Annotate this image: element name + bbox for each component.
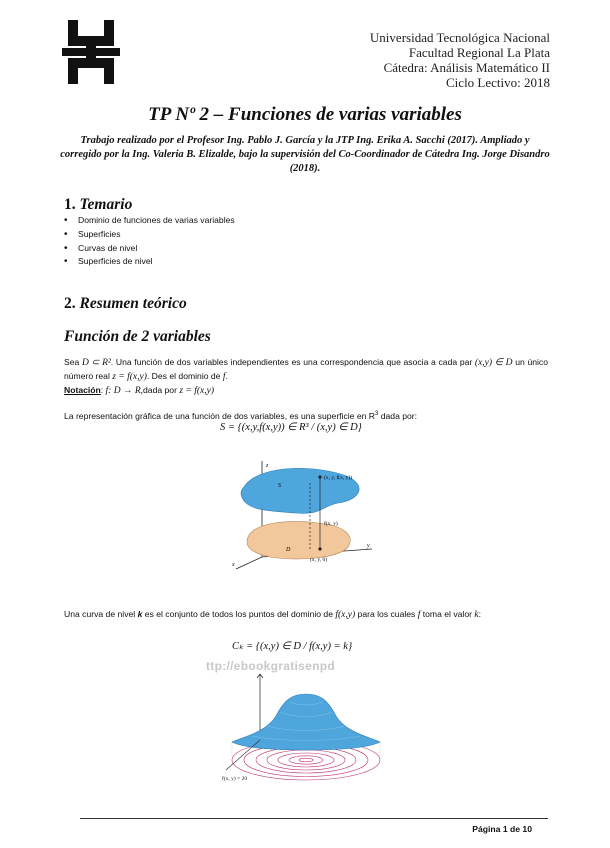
- text: para los cuales: [355, 609, 418, 619]
- page-number: Página 1 de 10: [472, 824, 532, 834]
- text: :: [478, 609, 481, 619]
- level-curve-equation: Cₖ = {(x,y) ∈ D / f(x,y) = k}: [232, 641, 353, 652]
- text: .: [225, 371, 228, 381]
- list-item: • Dominio de funciones de varias variables: [64, 214, 235, 228]
- surface-equation: S = {(x,y,f(x,y)) ∈ R³ / (x,y) ∈ D}: [220, 422, 362, 433]
- surface-label: S: [278, 483, 281, 489]
- text: es el conjunto de todos los puntos del dominio de: [142, 609, 336, 619]
- document-title: TP Nº 2 – Funciones de varias variables: [148, 104, 462, 125]
- definition-paragraph: [64, 356, 548, 384]
- text: . Des el dominio de: [146, 371, 223, 381]
- notation-label: Notación: [64, 385, 101, 395]
- watermark: ttp://ebookgratisenpd: [206, 659, 335, 673]
- text: Sea: [64, 357, 82, 367]
- math-pair: (x,y) ∈ D: [474, 358, 513, 368]
- notation-line: [64, 384, 548, 398]
- superscript: 3: [375, 411, 379, 417]
- chair-name: Cátedra: Análisis Matemático II: [383, 60, 550, 75]
- math-f: f: [222, 372, 226, 382]
- math-mapping: f: D → R,: [105, 386, 144, 396]
- text: dada por:: [378, 410, 418, 421]
- section-1-heading: [64, 196, 132, 214]
- utn-logo-icon: [62, 20, 120, 84]
- axis-label-z: z: [266, 463, 269, 469]
- section-title: Temario: [79, 196, 133, 213]
- math-k: k: [137, 609, 143, 619]
- topics-list: [64, 214, 235, 269]
- subsection-heading: Función de 2 variables: [64, 328, 211, 345]
- footer-rule: [80, 818, 548, 819]
- text: :: [100, 385, 106, 395]
- section-number: 1.: [64, 196, 76, 213]
- section-number: 2.: [64, 295, 76, 312]
- point-label: (x, y, f(x, y)): [324, 475, 353, 481]
- text: . Una función de dos variables independientes es una correspondencia que asocia a cada par: [110, 357, 475, 367]
- faculty-name: Facultad Regional La Plata: [408, 45, 550, 60]
- list-item: • Superficies: [64, 228, 235, 242]
- height-label: f(x, y): [324, 521, 338, 527]
- institution-header: [370, 30, 550, 90]
- math-function: f(x,y): [335, 610, 356, 620]
- list-item: • Curvas de nivel: [64, 242, 235, 256]
- section-2-heading: [64, 295, 187, 313]
- surface-figure: [226, 453, 376, 571]
- base-point-label: (x, y, 0): [310, 557, 328, 563]
- math-f: f: [417, 610, 421, 620]
- math-function: z = f(x,y): [112, 372, 147, 382]
- credits: Trabajo realizado por el Profesor Ing. Pablo J. García y la JTP Ing. Erika A. Sacchi (2017). Ampliado y corregido por la Ing. Valeria B. Elizalde, bajo la supervisión del Co-Coordinador de Cátedra Ing. Jorge Disandro (2018).: [60, 135, 550, 174]
- school-year: Ciclo Lectivo: 2018: [446, 75, 550, 90]
- university-name: Universidad Tecnológica Nacional: [369, 30, 550, 45]
- text: La representación gráfica de una función de dos variables, es una superficie en R: [64, 410, 376, 421]
- domain-label: D: [286, 547, 291, 553]
- text: toma el valor: [420, 609, 475, 619]
- contour-label: f(x, y) = 20: [222, 776, 248, 782]
- section-title: Resumen teórico: [79, 295, 187, 312]
- math-k: k: [474, 610, 479, 620]
- math-domain: D ⊂ R²: [81, 358, 111, 368]
- axis-label-x: x: [232, 562, 235, 568]
- list-item: • Superficies de nivel: [64, 255, 235, 269]
- level-curves-figure: [222, 670, 388, 782]
- text: Una curva de nivel: [64, 609, 138, 619]
- math-function: z = f(x,y): [179, 386, 214, 396]
- text: un único número real: [64, 357, 548, 381]
- axis-label-y: y: [367, 543, 370, 549]
- level-curve-paragraph: [64, 608, 548, 622]
- text: dada por: [143, 385, 180, 395]
